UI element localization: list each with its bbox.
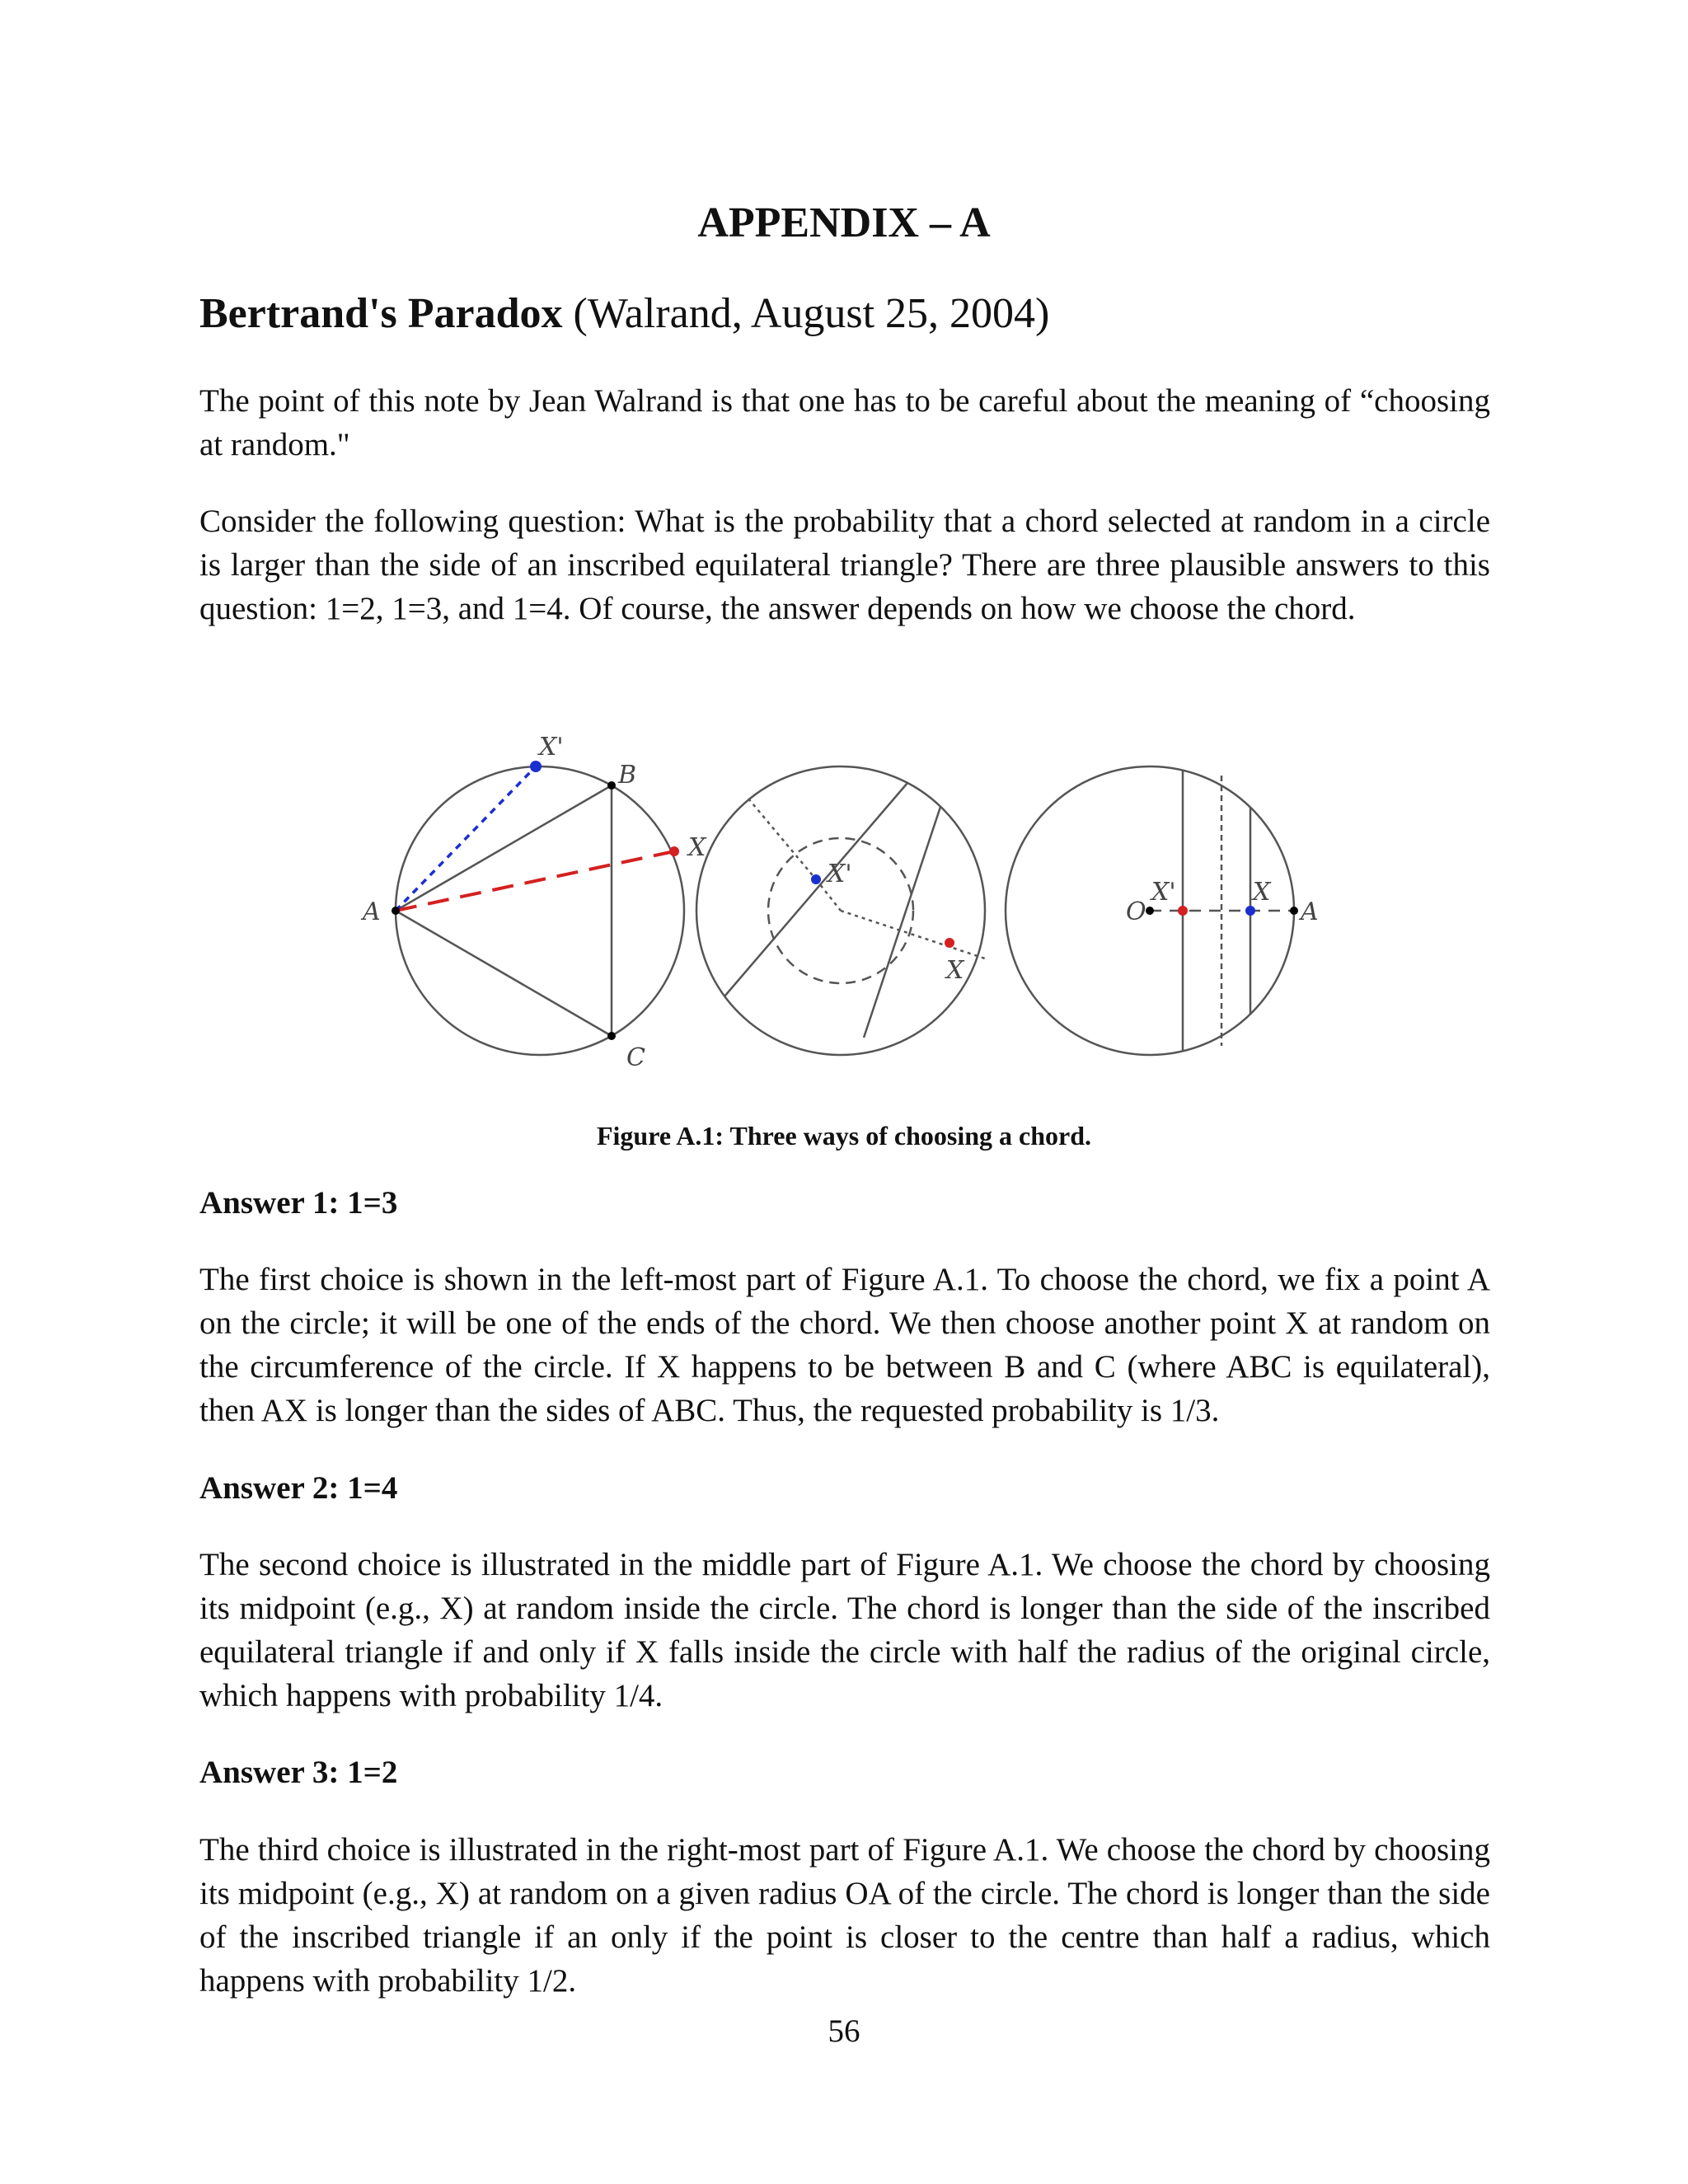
middle-label-x: X [946,956,964,985]
point-x-red [669,846,679,856]
chord-ab [396,785,612,911]
right-label-a: A [1301,898,1319,926]
answer-3-heading: Answer 3: 1=2 [199,1755,398,1790]
point-o [1146,907,1154,915]
page-number: 56 [828,2013,860,2049]
figure-a1 [346,725,1352,1071]
question-paragraph: Consider the following question: What is the probability that a chord selected at random in a circle is larger than the side of an inscribed equilateral triangle? There are three plausible answers to this question: 1=2, 1=3, and 1=4. Of course, the answer depends on how we choose the chord. [199,504,1490,626]
figure-caption: Figure A.1: Three ways of choosing a chord. [596,1121,1091,1151]
chord-through-x [864,807,940,1038]
page-title: APPENDIX – A [697,199,991,246]
chord-ax-red [396,851,674,911]
label-c: C [626,1043,645,1071]
right-point-a [1290,907,1298,915]
left-circle [396,766,684,1055]
middle-label-xprime: X' [828,860,852,888]
section-heading [199,288,1049,340]
middle-point-xprime-blue [811,874,821,884]
right-label-xprime: X' [1151,878,1176,907]
chord-ac [396,911,612,1036]
right-label-o: O [1126,898,1146,926]
middle-point-x-red [945,938,954,948]
dotted-radius-to-xprime [748,799,816,879]
section-heading-title: Bertrand's Paradox [199,290,563,337]
point-c [607,1032,616,1040]
answer-3-text: The third choice is illustrated in the right-most part of Figure A.1. We choose the chord by choosing its midpoint (e.g., X) at random on a given radius OA of the circle. The chord is longer than the side of the inscribed triangle if an only if the point is closer to the centre than half a radius, which happens with probability 1/2. [199,1832,1490,1999]
label-x: X [688,833,706,862]
answer-1-heading: Answer 1: 1=3 [199,1185,398,1221]
label-xprime: X' [539,733,564,762]
dotted-radius-to-x [841,911,987,959]
right-point-xprime-red [1178,906,1188,916]
point-b [607,781,616,790]
section-heading-citation: (Walrand, August 25, 2004) [562,290,1050,337]
middle-panel [696,766,987,1055]
point-xprime-blue [530,761,542,772]
answer-2-text: The second choice is illustrated in the middle part of Figure A.1. We choose the chord by choosing its midpoint (e.g., X) at random inside the circle. The chord is longer than the side of the inscribed equilateral triangle if and only if X falls inside the circle with half the radius of the original circle, which happens with probability 1/4. [199,1547,1490,1713]
intro-paragraph: The point of this note by Jean Walrand is that one has to be careful about the meaning of “choosing at random." [199,383,1490,462]
chord-through-xprime [724,783,907,996]
left-panel [392,761,684,1055]
point-a [392,907,400,915]
label-a: A [363,898,381,926]
right-point-x-blue [1245,906,1255,916]
right-panel [1006,766,1298,1055]
right-label-x: X [1253,878,1271,907]
label-b: B [618,761,637,790]
answer-2-heading: Answer 2: 1=4 [199,1470,398,1506]
answer-1-text: The first choice is shown in the left-most part of Figure A.1. To choose the chord, we fix a point A on the circle; it will be one of the ends of the chord. We then choose another point X at random on the circumference of the circle. If X happens to be between B and C (where ABC is equilateral), then AX is longer than the sides of ABC. Thus, the requested probability is 1/3. [199,1262,1490,1428]
